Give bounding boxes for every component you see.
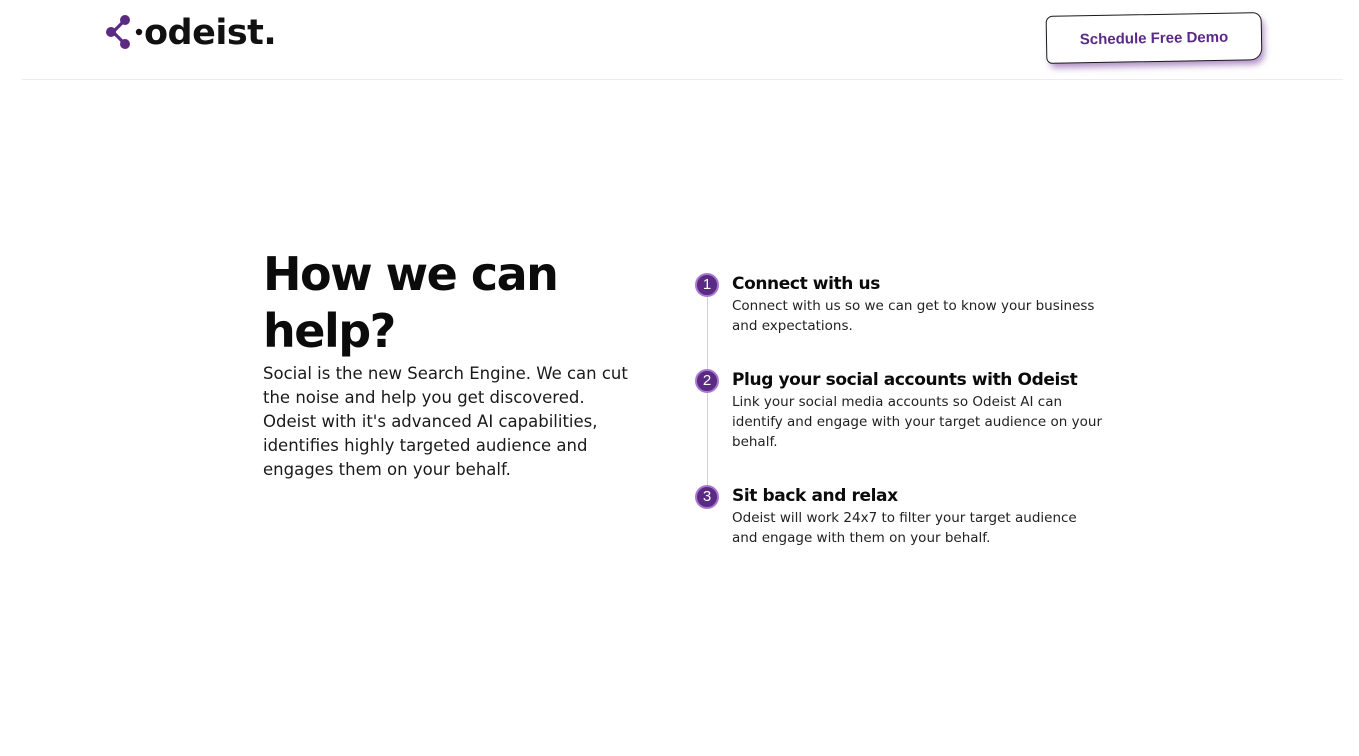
step-title: Plug your social accounts with Odeist — [732, 370, 1078, 390]
step-description: Link your social media accounts so Odeist AI can identify and engage with your target audience on your behalf. — [732, 394, 1102, 450]
step-title: Connect with us — [732, 274, 880, 294]
schedule-demo-button[interactable]: Schedule Free Demo — [1046, 12, 1263, 64]
logo[interactable] — [102, 12, 276, 54]
step-number-badge: 3 — [695, 485, 719, 509]
step-number-badge: 2 — [695, 369, 719, 393]
how-we-help-intro — [263, 246, 643, 482]
step-number-badge: 1 — [695, 273, 719, 297]
steps-list — [694, 272, 1114, 552]
intro-paragraph: Social is the new Search Engine. We can cut the noise and help you get discovered. Odeist with it's advanced AI capabilities, identifies highly targeted audience and engages them on your behalf. — [263, 364, 628, 479]
page-title: How we can help? — [263, 247, 558, 358]
connected-nodes-icon — [102, 12, 146, 54]
step-description: Odeist will work 24x7 to filter your target audience and engage with them on your behalf. — [732, 510, 1077, 546]
logo-text: odeist. — [144, 13, 277, 53]
step-description: Connect with us so we can get to know your business and expectations. — [732, 298, 1095, 334]
site-header — [22, 0, 1343, 80]
step-title: Sit back and relax — [732, 486, 898, 506]
